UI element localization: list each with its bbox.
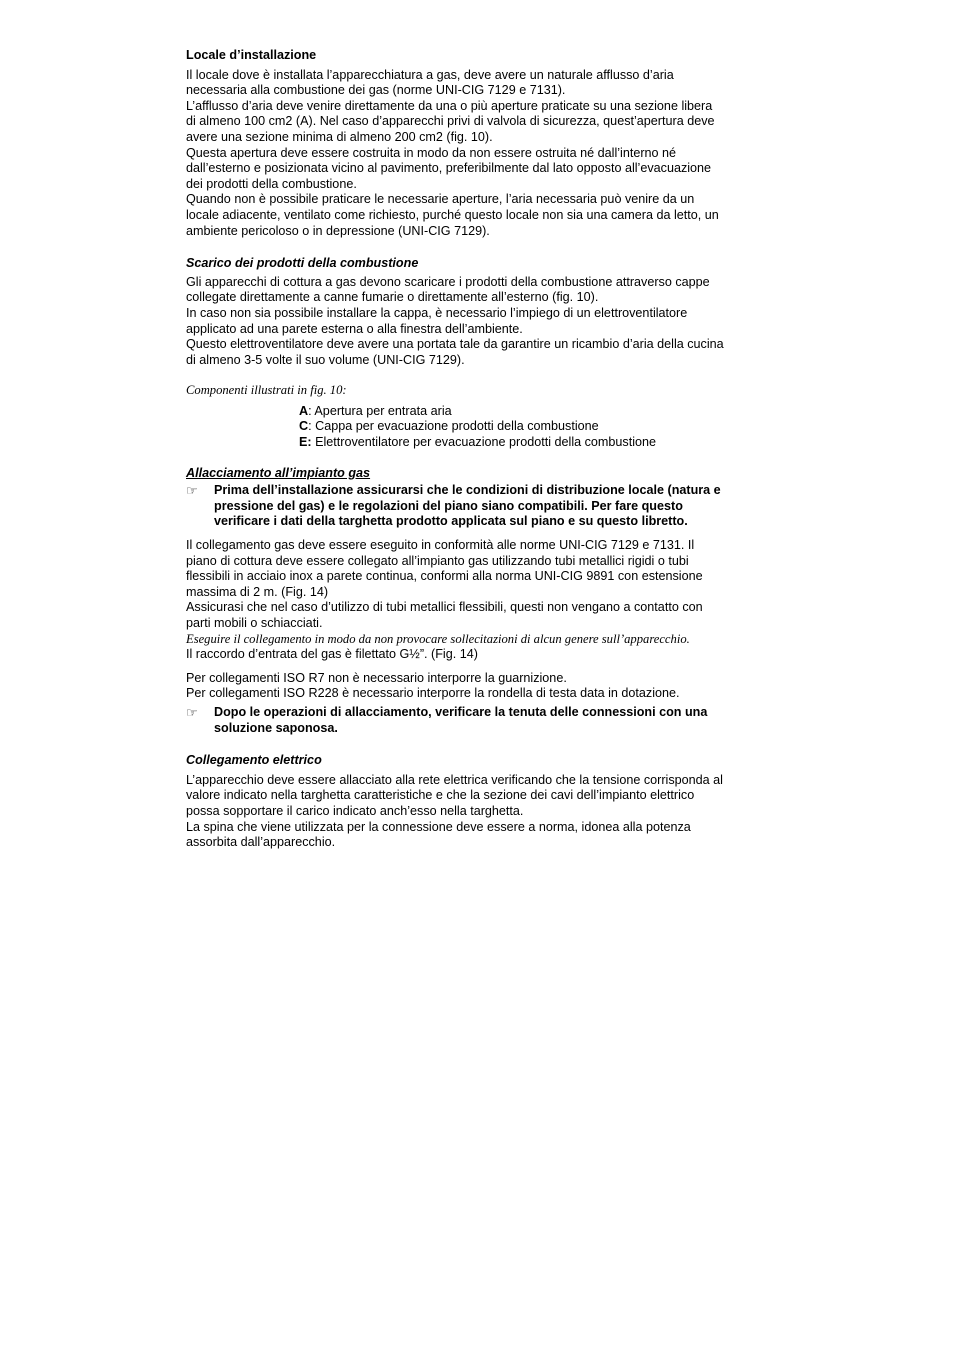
heading-locale-installazione: Locale d’installazione xyxy=(186,48,317,62)
component-list xyxy=(299,404,776,451)
component-text: : Cappa per evacuazione prodotti della combustione xyxy=(308,419,599,434)
heading-allacciamento-gas: Allacciamento all’impianto gas xyxy=(186,465,371,480)
paragraph-line: flessibili in acciaio inox a parete continua, conformi alla norma UNI-CIG 9891 con estensione xyxy=(186,569,703,584)
section-allacciamento-gas xyxy=(186,466,776,737)
paragraph-line: dall’esterno e posizionata vicino al pavimento, preferibilmente dal lato opposto all’evacuazione xyxy=(186,161,712,176)
component-item xyxy=(299,404,776,420)
component-key: E: xyxy=(299,435,312,450)
pointing-hand-icon: ☞ xyxy=(186,704,198,720)
paragraph-line: piano di cottura deve essere collegato all’impianto gas utilizzando tubi metallici rigidi o tubi xyxy=(186,553,689,568)
pointing-hand-icon: ☞ xyxy=(186,483,198,499)
paragraph-line: Gli apparecchi di cottura a gas devono scaricare i prodotti della combustione attraverso cappe xyxy=(186,274,710,289)
paragraph-line: locale adiacente, ventilato come richiesto, purché questo locale non sia una camera da letto, un xyxy=(186,207,719,222)
note-line: Prima dell’installazione assicurarsi che le condizioni di distribuzione locale (natura e xyxy=(214,483,721,498)
figure-caption: Componenti illustrati in fig. 10: xyxy=(186,383,347,398)
component-item xyxy=(299,419,776,435)
component-text: Elettroventilatore per evacuazione prodotti della combustione xyxy=(311,435,657,450)
paragraph-line: valore indicato nella targhetta caratteristiche e che la sezione dei cavi dell’impianto elettrico xyxy=(186,788,695,803)
paragraph-line: Per collegamenti ISO R228 è necessario interporre la rondella di testa data in dotazione. xyxy=(186,686,680,701)
paragraph-line: massima di 2 m. (Fig. 14) xyxy=(186,584,329,599)
paragraph-line: necessaria alla combustione dei gas (norme UNI-CIG 7129 e 7131). xyxy=(186,83,566,98)
note-line: verificare i dati della targhetta prodotto applicata sul piano e su questo libretto. xyxy=(214,514,688,529)
document-page xyxy=(186,48,776,851)
paragraph-line: di almeno 3-5 volte il suo volume (UNI-CIG 7129). xyxy=(186,352,465,367)
paragraph-line: possa sopportare il carico indicato anch’esso nella targhetta. xyxy=(186,803,524,818)
note-line: soluzione saponosa. xyxy=(214,720,338,735)
paragraph-line: Il raccordo d’entrata del gas è filettato G½”. (Fig. 14) xyxy=(186,647,478,662)
note-text xyxy=(214,705,776,736)
component-text: : Apertura per entrata aria xyxy=(308,403,452,418)
note-block xyxy=(186,705,776,736)
note-text xyxy=(214,483,776,530)
section-locale-installazione xyxy=(186,48,776,239)
paragraph-line: Questa apertura deve essere costruita in modo da non essere ostruita né dall’interno né xyxy=(186,145,677,160)
heading-scarico: Scarico dei prodotti della combustione xyxy=(186,256,419,271)
paragraph-line: Questo elettroventilatore deve avere una portata tale da garantire un ricambio d’aria della cucina xyxy=(186,337,724,352)
paragraph-line: Quando non è possibile praticare le necessarie aperture, l’aria necessaria può venire da un xyxy=(186,192,695,207)
paragraph-line: dei prodotti della combustione. xyxy=(186,176,357,191)
paragraph-line: assorbita dall’apparecchio. xyxy=(186,835,336,850)
paragraph-line: ambiente pericoloso o in depressione (UNI-CIG 7129). xyxy=(186,223,490,238)
paragraph-line: avere una sezione minima di almeno 200 cm2 (fig. 10). xyxy=(186,129,493,144)
iso-block xyxy=(186,671,776,702)
paragraph-line: In caso non sia possibile installare la cappa, è necessario l’impiego di un elettroventilatore xyxy=(186,305,688,320)
heading-collegamento-elettrico: Collegamento elettrico xyxy=(186,753,322,768)
paragraph-line: parti mobili o schiacciati. xyxy=(186,616,323,630)
paragraph-line: collegate direttamente a canne fumarie o direttamente all’esterno (fig. 10). xyxy=(186,290,599,305)
italic-instruction: Eseguire il collegamento in modo da non provocare sollecitazioni di alcun genere sull’apparecchio. xyxy=(186,631,690,646)
component-item xyxy=(299,435,776,451)
note-block xyxy=(186,483,776,530)
note-line: pressione del gas) e le regolazioni del piano siano compatibili. Per fare questo xyxy=(214,498,683,513)
component-key: C xyxy=(299,419,309,434)
paragraph-line: applicato ad una parete esterna o alla finestra dell’ambiente. xyxy=(186,321,523,336)
paragraph-line: L’afflusso d’aria deve venire direttamente da una o più aperture praticate su una sezione libera xyxy=(186,98,713,113)
section-collegamento-elettrico xyxy=(186,753,776,851)
paragraph-line: L’apparecchio deve essere allacciato alla rete elettrica verificando che la tensione corrisponda al xyxy=(186,772,723,787)
paragraph-line: La spina che viene utilizzata per la connessione deve essere a norma, idonea alla potenza xyxy=(186,819,691,834)
note-line: Dopo le operazioni di allacciamento, verificare la tenuta delle connessioni con una xyxy=(214,704,708,719)
paragraph-line: Per collegamenti ISO R7 non è necessario interporre la guarnizione. xyxy=(186,670,567,685)
paragraph-line: Assicurasi che nel caso d’utilizzo di tubi metallici flessibili, questi non vengano a contatto con xyxy=(186,600,703,615)
component-key: A xyxy=(299,403,309,418)
paragraph-line: Il locale dove è installata l’apparecchiatura a gas, deve avere un naturale afflusso d’aria xyxy=(186,67,674,82)
paragraph-line: Il collegamento gas deve essere eseguito in conformità alle norme UNI-CIG 7129 e 7131. Il xyxy=(186,538,695,553)
gas-body xyxy=(186,538,776,663)
paragraph-line: di almeno 100 cm2 (A). Nel caso d’apparecchi privi di valvola di sicurezza, quest’apertura deve xyxy=(186,114,715,129)
section-scarico xyxy=(186,256,776,451)
